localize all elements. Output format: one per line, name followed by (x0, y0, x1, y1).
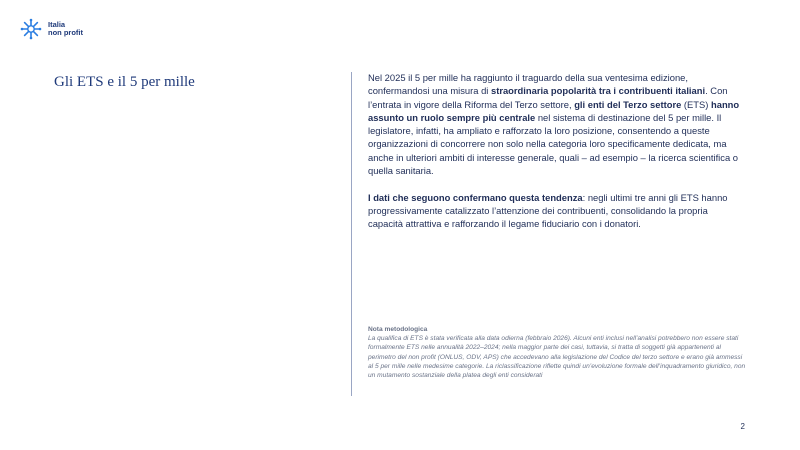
methodology-note (368, 325, 748, 380)
brand-line1: Italia (48, 19, 66, 29)
paragraph-trend (368, 191, 744, 231)
text-run-bold: hanno assunto un ruolo sempre più centrale (368, 98, 740, 123)
vertical-divider (351, 72, 352, 396)
methodology-note-title: Nota metodologica (368, 326, 428, 333)
text-run-bold: straordinaria popolarità tra i contribuenti italiani (490, 85, 706, 97)
main-text (368, 71, 744, 231)
paragraph-intro (368, 71, 744, 177)
text-run: nel sistema di destinazione del 5 per mille. Il legislatore, infatti, ha ampliato e rafforzato la loro posizione, consentendo a queste organizzazioni di concorrere non solo nella categoria loro specificamente dedicata, ma anche in ulteriori ambiti di interesse generale, quali – ad esempio – la ricerca scientifica o quella sanitaria. (368, 111, 738, 177)
brand-line2: non profit (48, 28, 83, 37)
page-title: Gli ETS e il 5 per mille (54, 74, 195, 90)
text-run: (ETS) (681, 98, 712, 110)
text-run: : negli ultimi tre anni gli ETS hanno progressivamente catalizzato l’attenzione dei contribuenti, consolidando la propria capacità attrattiva e rafforzando il legame fiduciario con i donatori. (368, 191, 728, 230)
text-run: . Con l’entrata in vigore della Riforma del Terzo settore, (368, 85, 728, 110)
brand-name (48, 21, 83, 38)
text-run-bold: gli enti del Terzo settore (574, 98, 682, 110)
page-number: 2 (740, 422, 745, 431)
brand-logo (20, 18, 83, 40)
methodology-note-body: La qualifica di ETS è stata verificata alla data odierna (febbraio 2026). Alcuni enti inclusi nell’analisi potrebbero non essere stati formalmente ETS nelle annualità 2022–2024; nella maggior parte dei casi, tuttavia, si tratta di soggetti già appartenenti al perimetro del non profit (ONLUS, ODV, APS) che accedevano alla legislazione del Codice del terzo settore e erano già ammessi al 5 per mille nelle medesime categorie. La riclassificazione riflette quindi un’evoluzione formale dell’inquadramento giuridico, non un mutamento sostanziale della platea degli enti considerati (368, 335, 746, 380)
asterisk-logo-icon (20, 18, 42, 40)
text-run: Nel 2025 il 5 per mille ha raggiunto il traguardo della sua ventesima edizione, confermandosi una misura di (368, 72, 688, 97)
text-run-bold: I dati che seguono confermano questa tendenza (368, 191, 583, 203)
